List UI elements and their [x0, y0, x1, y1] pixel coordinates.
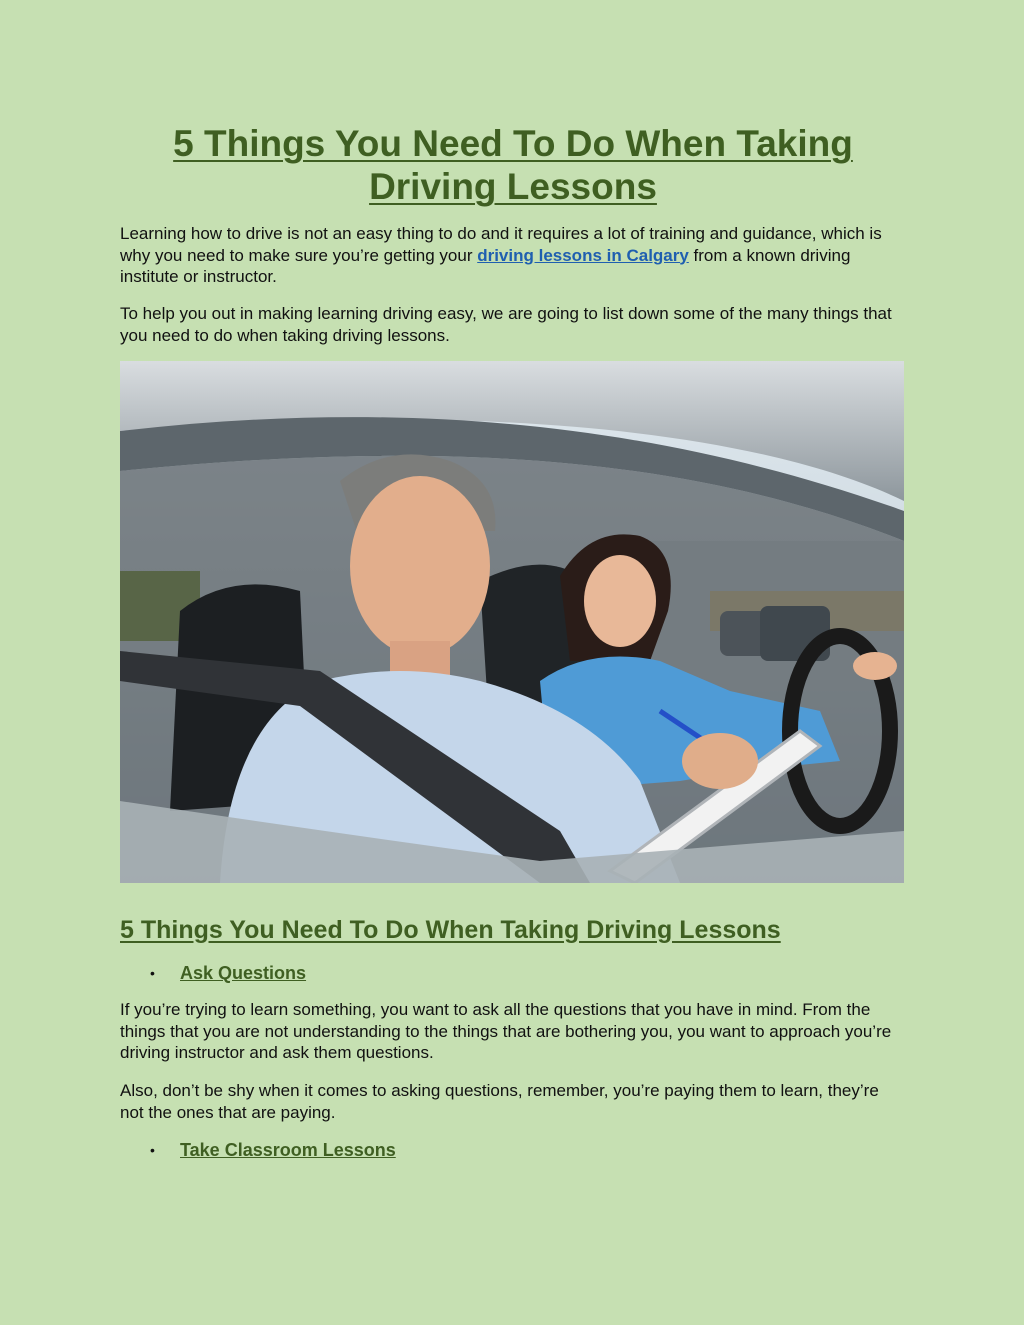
intro-text-start: Learning how to drive is not an easy thing to do and it requires a lot of training and guidance, which is why you need to make sure you’re getting your: [120, 224, 882, 265]
section-heading: 5 Things You Need To Do When Taking Driving Lessons: [120, 916, 781, 944]
car-interior-illustration: [120, 361, 904, 883]
item-heading-take-classroom-lessons[interactable]: Take Classroom Lessons: [180, 1140, 396, 1160]
intro-paragraph-2: To help you out in making learning driving easy, we are going to list down some of the many things that you need to do when taking driving lessons.: [120, 304, 892, 345]
list-item: [150, 962, 306, 984]
body-paragraph: Also, don’t be shy when it comes to asking questions, remember, you’re paying them to learn, they’re not the ones that are paying.: [120, 1081, 879, 1122]
intro-text-end: from a known driving institute or instructor.: [120, 245, 851, 286]
body-paragraph: If you’re trying to learn something, you want to ask all the questions that you have in mind. From the things that you are not understanding to the things that are bothering you, you want to approach you’re driving instructor and ask them questions.: [120, 1000, 892, 1062]
driving-lessons-link[interactable]: driving lessons in Calgary: [477, 245, 689, 265]
bullet-icon: •: [150, 965, 155, 981]
item-heading-ask-questions[interactable]: Ask Questions: [180, 963, 307, 983]
driving-lesson-photo: [120, 361, 904, 883]
intro-paragraph: [120, 223, 906, 288]
bullet-icon: •: [150, 1142, 155, 1158]
list-item: [150, 1139, 396, 1161]
page-title: 5 Things You Need To Do When Taking Driving Lessons: [173, 123, 853, 207]
